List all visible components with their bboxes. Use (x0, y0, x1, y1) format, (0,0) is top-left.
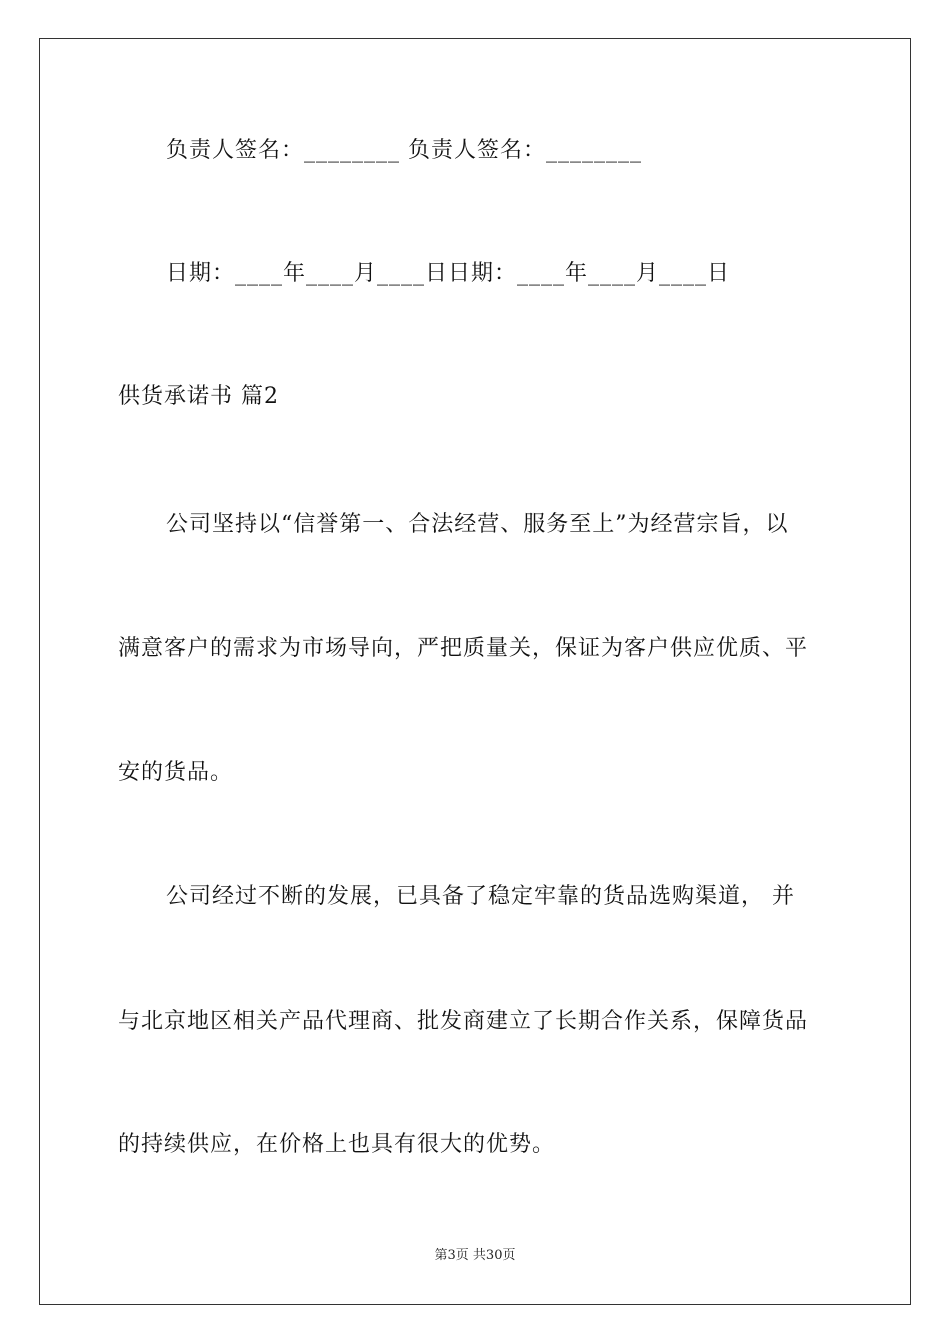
signature-line: 负责人签名：________ 负责人签名：________ (166, 138, 642, 163)
section-title: 供货承诺书 篇2 (118, 384, 279, 409)
paragraph-1-line-2: 满意客户的需求为市场导向，严把质量关，保证为客户供应优质、平 (118, 636, 809, 661)
paragraph-2-line-2: 与北京地区相关产品代理商、批发商建立了长期合作关系，保障货品 (118, 1009, 809, 1034)
paragraph-1-line-1: 公司坚持以“信誉第一、合法经营、服务至上”为经营宗旨，以 (166, 512, 789, 537)
page-frame (39, 38, 911, 1305)
paragraph-2-line-1: 公司经过不断的发展，已具备了稳定牢靠的货品选购渠道， 并 (166, 884, 795, 909)
date-line: 日期：____年____月____日日期：____年____月____日 (166, 261, 731, 286)
page-number-footer: 第3页 共30页 (434, 1248, 516, 1263)
paragraph-1-line-3: 安的货品。 (118, 760, 234, 785)
paragraph-2-line-3: 的持续供应，在价格上也具有很大的优势。 (118, 1132, 556, 1157)
